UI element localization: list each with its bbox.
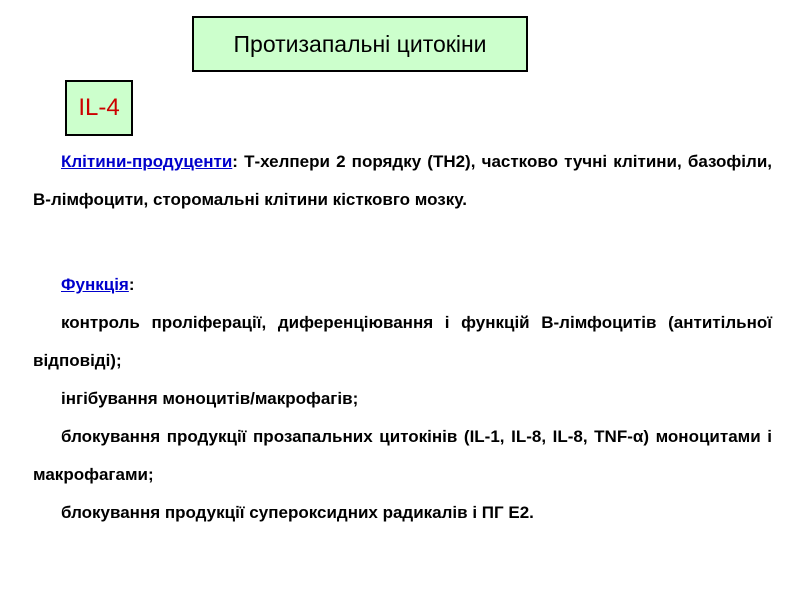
cytokine-tag	[65, 80, 133, 136]
cytokine-tag-text: IL-4	[78, 94, 120, 121]
producers-paragraph	[33, 143, 772, 219]
slide-title-text: Протизапальні цитокіни	[233, 30, 487, 57]
function-colon: :	[128, 275, 135, 294]
producers-text: Т-хелпери 2 порядку (TH2), частково тучні клітини, базофіли, В-лімфоцити, сторомальні клітини кістковго мозку.	[33, 152, 772, 209]
producers-colon: :	[232, 152, 238, 171]
function-list	[33, 304, 772, 532]
alpha-symbol: α	[632, 427, 644, 446]
list-item-text: блокування продукції прозапальних цитокінів (IL-1, IL-8, IL-8, TNF-	[61, 427, 633, 446]
function-link[interactable]: Функція	[61, 275, 129, 294]
list-item	[33, 304, 772, 380]
slide-title	[192, 16, 528, 72]
function-heading	[33, 266, 772, 304]
list-item	[33, 418, 772, 494]
list-item	[33, 380, 772, 418]
list-item-text-tail: ) моноцитами і макрофагами;	[33, 427, 772, 484]
list-item-text: контроль проліферації, диференціювання і функцій В-лімфоцитів (антитільної відповіді);	[33, 313, 772, 370]
list-item-text: інгібування моноцитів/макрофагів;	[61, 389, 359, 408]
list-item-text: блокування продукції супероксидних радикалів і ПГ Е2.	[61, 503, 534, 522]
producers-link[interactable]: Клітини-продуценти	[61, 152, 233, 171]
list-item	[33, 494, 772, 532]
